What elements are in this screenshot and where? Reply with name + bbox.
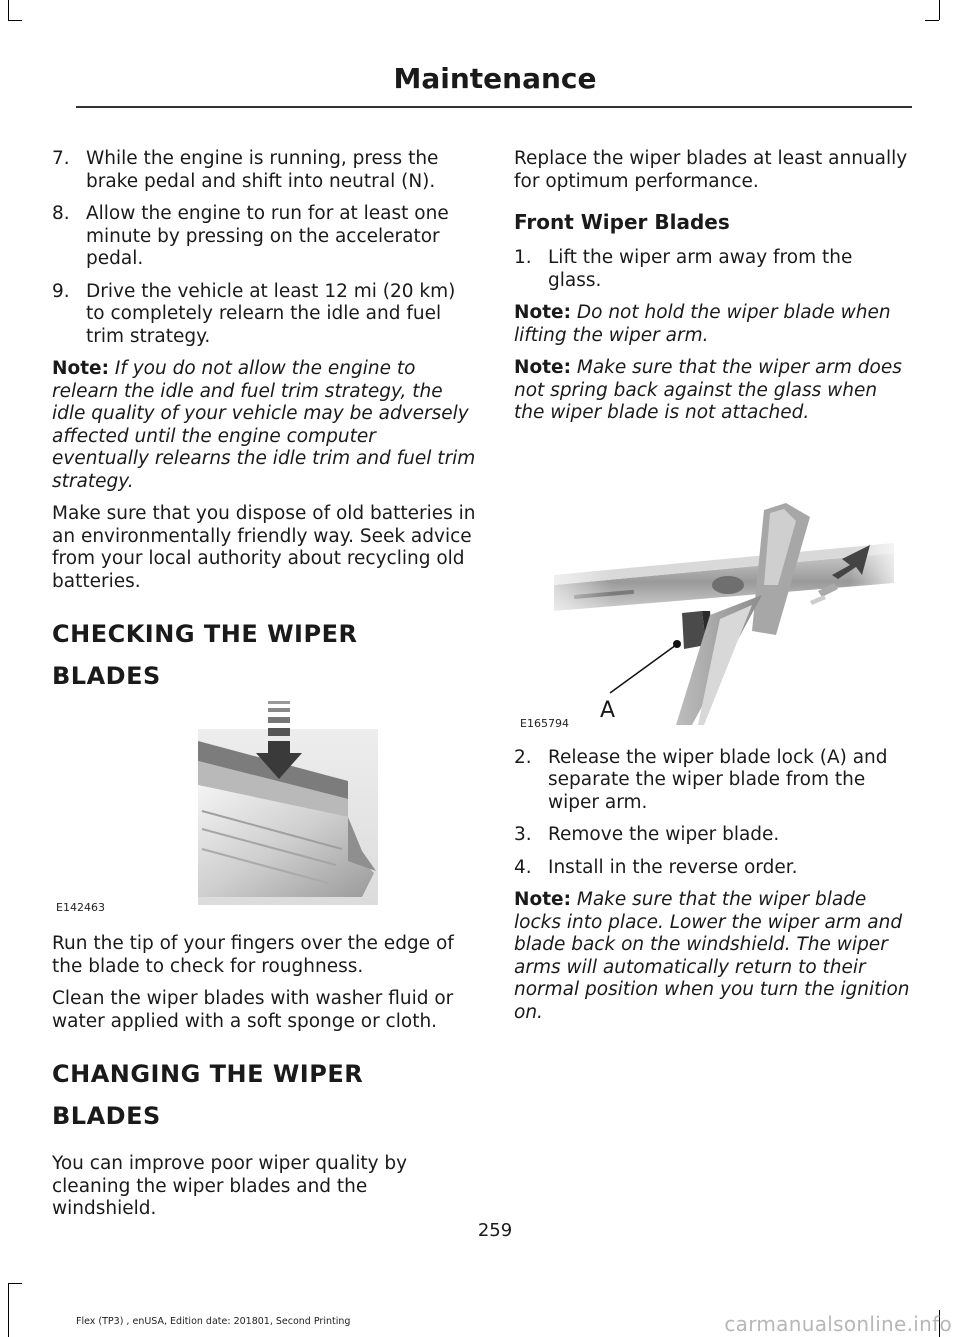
paragraph-clean: Clean the wiper blades with washer fluid or water applied with a soft sponge or cloth. — [52, 988, 454, 1032]
list-item — [52, 148, 476, 193]
list-item — [52, 203, 476, 271]
crop-mark — [8, 1283, 22, 1284]
crop-mark — [925, 20, 939, 21]
crop-mark — [8, 20, 22, 21]
heading-line: BLADES — [52, 662, 161, 690]
step-text: Allow the engine to run for at least one minute by pressing on the accelerator pedal. — [86, 203, 449, 269]
step-text: Lift the wiper arm away from the glass. — [548, 247, 853, 291]
page-number: 259 — [477, 1220, 513, 1241]
heading-line: CHANGING THE WIPER — [52, 1060, 364, 1088]
step-text: Remove the wiper blade. — [548, 824, 780, 845]
step-number: 8. — [52, 203, 70, 224]
left-column — [52, 148, 476, 1231]
figure-code: E165794 — [520, 716, 569, 730]
note-text: If you do not allow the engine to relearn the idle and fuel trim strategy, the idle quality of your vehicle may be adversely affected until the engine computer eventually relearns the idle trim and fuel trim strategy. — [52, 358, 476, 492]
note — [514, 302, 910, 347]
paragraph-replace: Replace the wiper blades at least annually for optimum performance. — [514, 148, 908, 192]
step-number: 4. — [514, 856, 532, 878]
list-item — [514, 857, 910, 880]
step-number: 2. — [514, 746, 532, 768]
header-rule — [76, 106, 912, 108]
note-label: Note: — [52, 358, 109, 379]
step-number: 1. — [514, 247, 532, 268]
heading-line: CHECKING THE WIPER — [52, 620, 358, 648]
step-text: Drive the vehicle at least 12 mi (20 km) to completely relearn the idle and fuel trim strategy. — [86, 280, 456, 347]
note-text: Make sure that the wiper blade locks into place. Lower the wiper arm and blade back on the windshield. The wiper arms will automatically return to their normal position when you turn the ignition on. — [514, 889, 910, 1023]
note-text: Do not hold the wiper blade when lifting the wiper arm. — [514, 302, 891, 346]
subheading-front-wiper: Front Wiper Blades — [514, 210, 730, 234]
section-heading-checking — [52, 617, 476, 693]
figure-wiper-blade-lock — [514, 435, 910, 730]
crop-mark — [939, 0, 940, 20]
crop-mark — [8, 0, 9, 20]
crop-mark — [8, 1283, 9, 1337]
watermark: carmanualsonline.info — [724, 1312, 952, 1336]
wiper-blade-illustration — [52, 701, 476, 911]
paragraph-improve: You can improve poor wiper quality by cleaning the wiper blades and the windshield. — [52, 1153, 408, 1219]
list-item — [514, 747, 910, 815]
figure-wiper-blade-check — [52, 701, 476, 914]
step-text: Release the wiper blade lock (A) and separate the wiper blade from the wiper arm. — [548, 746, 888, 813]
step-text: While the engine is running, press the brake pedal and shift into neutral (N). — [86, 148, 439, 192]
list-item — [514, 824, 910, 847]
note-label: Note: — [514, 302, 571, 323]
note — [514, 889, 910, 1024]
heading-line: BLADES — [52, 1102, 161, 1130]
note — [514, 357, 910, 425]
wiper-lock-illustration — [514, 435, 910, 725]
step-text: Install in the reverse order. — [548, 856, 798, 878]
figure-code: E142463 — [56, 901, 105, 914]
paragraph-run-tip: Run the tip of your fingers over the edge of the blade to check for roughness. — [52, 933, 454, 977]
step-number: 9. — [52, 280, 70, 302]
section-heading-changing — [52, 1057, 476, 1133]
paragraph-dispose: Make sure that you dispose of old batteries in an environmentally friendly way. Seek advice from your local authority about recycling old batteries. — [52, 503, 476, 592]
note-label: Note: — [514, 357, 571, 378]
right-column — [514, 148, 910, 1034]
footer-edition: Flex (TP3) , enUSA, Edition date: 201801, Second Printing — [76, 1316, 351, 1327]
step-number: 7. — [52, 148, 70, 169]
callout-label-a: A — [600, 697, 616, 723]
note — [52, 358, 476, 493]
list-item — [52, 281, 476, 349]
page-title: Maintenance — [393, 62, 597, 95]
note-label: Note: — [514, 889, 571, 910]
note-text: Make sure that the wiper arm does not spring back against the glass when the wiper blade is not attached. — [514, 357, 902, 423]
step-number: 3. — [514, 824, 532, 845]
list-item — [514, 247, 910, 292]
